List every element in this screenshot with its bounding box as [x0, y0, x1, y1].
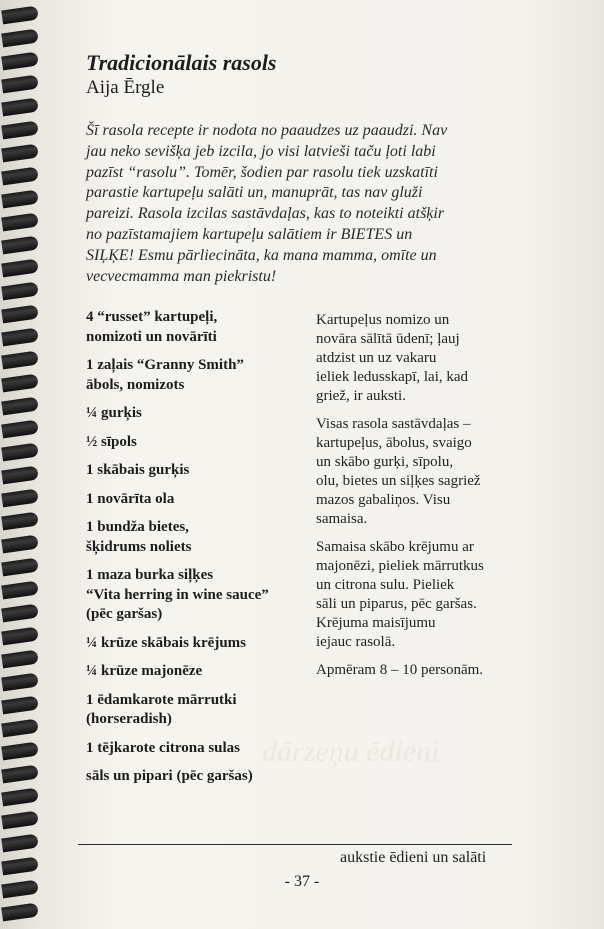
- intro-line: vecvecmamma man piekristu!: [86, 267, 277, 285]
- spiral-coil: [1, 6, 39, 25]
- method-line: Samaisa skābo krējumu ar: [316, 539, 474, 555]
- ingredient-line: “Vita herring in wine sauce”: [86, 586, 269, 603]
- intro-line: jau neko sevišķa jeb izcila, jo visi latvieši taču ļoti labi: [86, 142, 436, 160]
- spiral-coil: [1, 351, 39, 370]
- method-line: novāra sālītā ūdenī; ļauj: [316, 331, 460, 347]
- spiral-coil: [1, 466, 39, 485]
- spiral-coil: [1, 420, 39, 439]
- ingredient-item: [86, 433, 312, 453]
- method-line: ieliek ledusskapī, lai, kad: [316, 369, 469, 385]
- ingredient-line: ābols, nomizots: [86, 376, 185, 393]
- spiral-coil: [1, 397, 39, 416]
- intro-line: pazīst “rasolu”. Tomēr, šodien par rasolu tiek uzskatīti: [86, 163, 438, 181]
- spiral-coil: [1, 328, 39, 347]
- spiral-coil: [1, 29, 39, 48]
- intro-line: no pazīstamajiem kartupeļu salātiem ir BIETES un: [86, 225, 413, 243]
- spiral-coil: [1, 788, 39, 807]
- intro-line: parastie kartupeļu salāti un, manuprāt, tas nav gluži: [86, 184, 423, 202]
- spiral-coil: [1, 443, 39, 462]
- method-paragraph: [316, 415, 511, 529]
- ingredient-item: [86, 518, 312, 557]
- method-line: kartupeļus, ābolus, svaigo: [316, 435, 472, 451]
- ingredient-item: [86, 308, 312, 347]
- method-line: olu, bietes un siļķes sagriež: [316, 473, 481, 489]
- spiral-coil: [1, 213, 39, 232]
- page-number: - 37 -: [284, 873, 320, 890]
- ingredient-line: 1 ēdamkarote mārrutki: [86, 691, 237, 708]
- ingredient-line: ¼ krūze skābais krējums: [86, 634, 247, 651]
- spiral-coil: [1, 558, 39, 577]
- method-line: majonēzi, pieliek mārrutkus: [316, 558, 484, 574]
- spiral-coil: [1, 52, 39, 71]
- recipe-author: Aija Ērgle: [86, 77, 165, 98]
- ingredient-line: (pēc garšas): [86, 606, 163, 622]
- footer-rule: [78, 844, 512, 845]
- ingredient-item: [86, 634, 312, 654]
- ingredient-line: 1 novārīta ola: [86, 490, 175, 507]
- spiral-coil: [1, 765, 39, 784]
- method-line: Visas rasola sastāvdaļas –: [316, 416, 471, 432]
- spiral-coil: [1, 190, 39, 209]
- intro-line: Šī rasola recepte ir nodota no paaudzes uz paaudzi. Nav: [86, 122, 448, 139]
- intro-line: SIĻĶE! Esmu pārliecināta, ka mana mamma, omīte un: [86, 246, 437, 264]
- ingredient-line: ½ sīpols: [86, 433, 137, 450]
- method-line: un citrona sulu. Pieliek: [316, 577, 455, 593]
- spiral-coil: [1, 604, 39, 623]
- ingredient-list: [86, 308, 312, 796]
- ingredient-line: šķidrums noliets: [86, 538, 192, 555]
- spiral-coil: [1, 98, 39, 117]
- ingredient-line: ¼ krūze majonēze: [86, 663, 203, 679]
- spiral-coil: [1, 535, 39, 554]
- method-line: un skābo gurķi, sīpolu,: [316, 454, 454, 470]
- spiral-coil: [1, 167, 39, 186]
- spiral-coil: [1, 236, 39, 255]
- ingredient-line: 1 maza burka siļķes: [86, 567, 214, 583]
- ingredient-item: [86, 767, 312, 787]
- intro-paragraph: [86, 121, 486, 287]
- spiral-coil: [1, 374, 39, 393]
- ingredient-item: [86, 566, 312, 625]
- method-line: mazos gabaliņos. Visu: [316, 492, 451, 508]
- ingredient-line: 1 bundža bietes,: [86, 519, 189, 535]
- ingredient-line: 1 zaļais “Granny Smith”: [86, 357, 244, 373]
- ingredient-item: [86, 662, 312, 682]
- spiral-coil: [1, 512, 39, 531]
- spiral-coil: [1, 811, 39, 830]
- spiral-coil: [1, 903, 39, 922]
- ingredient-line: 1 skābais gurķis: [86, 462, 190, 478]
- intro-line: pareizi. Rasola izcilas sastāvdaļas, kas to noteikti atšķir: [86, 205, 445, 223]
- spiral-coil: [1, 673, 39, 692]
- ingredient-line: 4 “russet” kartupeļi,: [86, 309, 218, 325]
- spiral-coil: [1, 75, 39, 94]
- method-steps: [316, 311, 511, 689]
- ingredient-item: [86, 691, 312, 730]
- bleed-through-text: dārzeņu ēdieni: [262, 735, 440, 768]
- ingredient-item: [86, 356, 312, 395]
- ingredient-item: [86, 739, 312, 759]
- method-line: atdzist un uz vakaru: [316, 350, 437, 366]
- method-line: Kartupeļus nomizo un: [316, 312, 450, 328]
- method-line: sāli un piparus, pēc garšas.: [316, 596, 477, 612]
- spiral-coil: [1, 834, 39, 853]
- spiral-coil: [1, 650, 39, 669]
- spiral-binding: [0, 0, 46, 929]
- section-name: aukstie ēdieni un salāti: [340, 849, 487, 866]
- ingredient-item: [86, 490, 312, 510]
- method-line: Krējuma maisījumu: [316, 615, 436, 631]
- ingredient-line: 1 tējkarote citrona sulas: [86, 739, 241, 756]
- spiral-coil: [1, 144, 39, 163]
- spiral-coil: [1, 742, 39, 761]
- method-paragraph: [316, 311, 511, 406]
- spiral-coil: [1, 259, 39, 278]
- spiral-coil: [1, 627, 39, 646]
- spiral-coil: [1, 489, 39, 508]
- ingredient-item: [86, 404, 312, 424]
- ingredient-line: (horseradish): [86, 711, 172, 727]
- recipe-title: Tradicionālais rasols: [86, 50, 277, 75]
- spiral-coil: [1, 282, 39, 301]
- ingredient-item: [86, 461, 312, 481]
- spiral-coil: [1, 121, 39, 140]
- spiral-coil: [1, 696, 39, 715]
- method-paragraph: [316, 538, 511, 652]
- ingredient-line: ¼ gurķis: [86, 405, 142, 421]
- method-paragraph: [316, 661, 511, 680]
- method-line: samaisa.: [316, 511, 368, 527]
- method-line: griež, ir auksti.: [316, 388, 406, 404]
- ingredient-line: nomizoti un novārīti: [86, 328, 217, 345]
- spiral-coil: [1, 305, 39, 324]
- ingredient-line: sāls un pipari (pēc garšas): [86, 768, 253, 784]
- method-line: Apmēram 8 – 10 personām.: [316, 662, 484, 678]
- spiral-coil: [1, 581, 39, 600]
- method-line: iejauc rasolā.: [316, 634, 396, 650]
- spiral-coil: [1, 719, 39, 738]
